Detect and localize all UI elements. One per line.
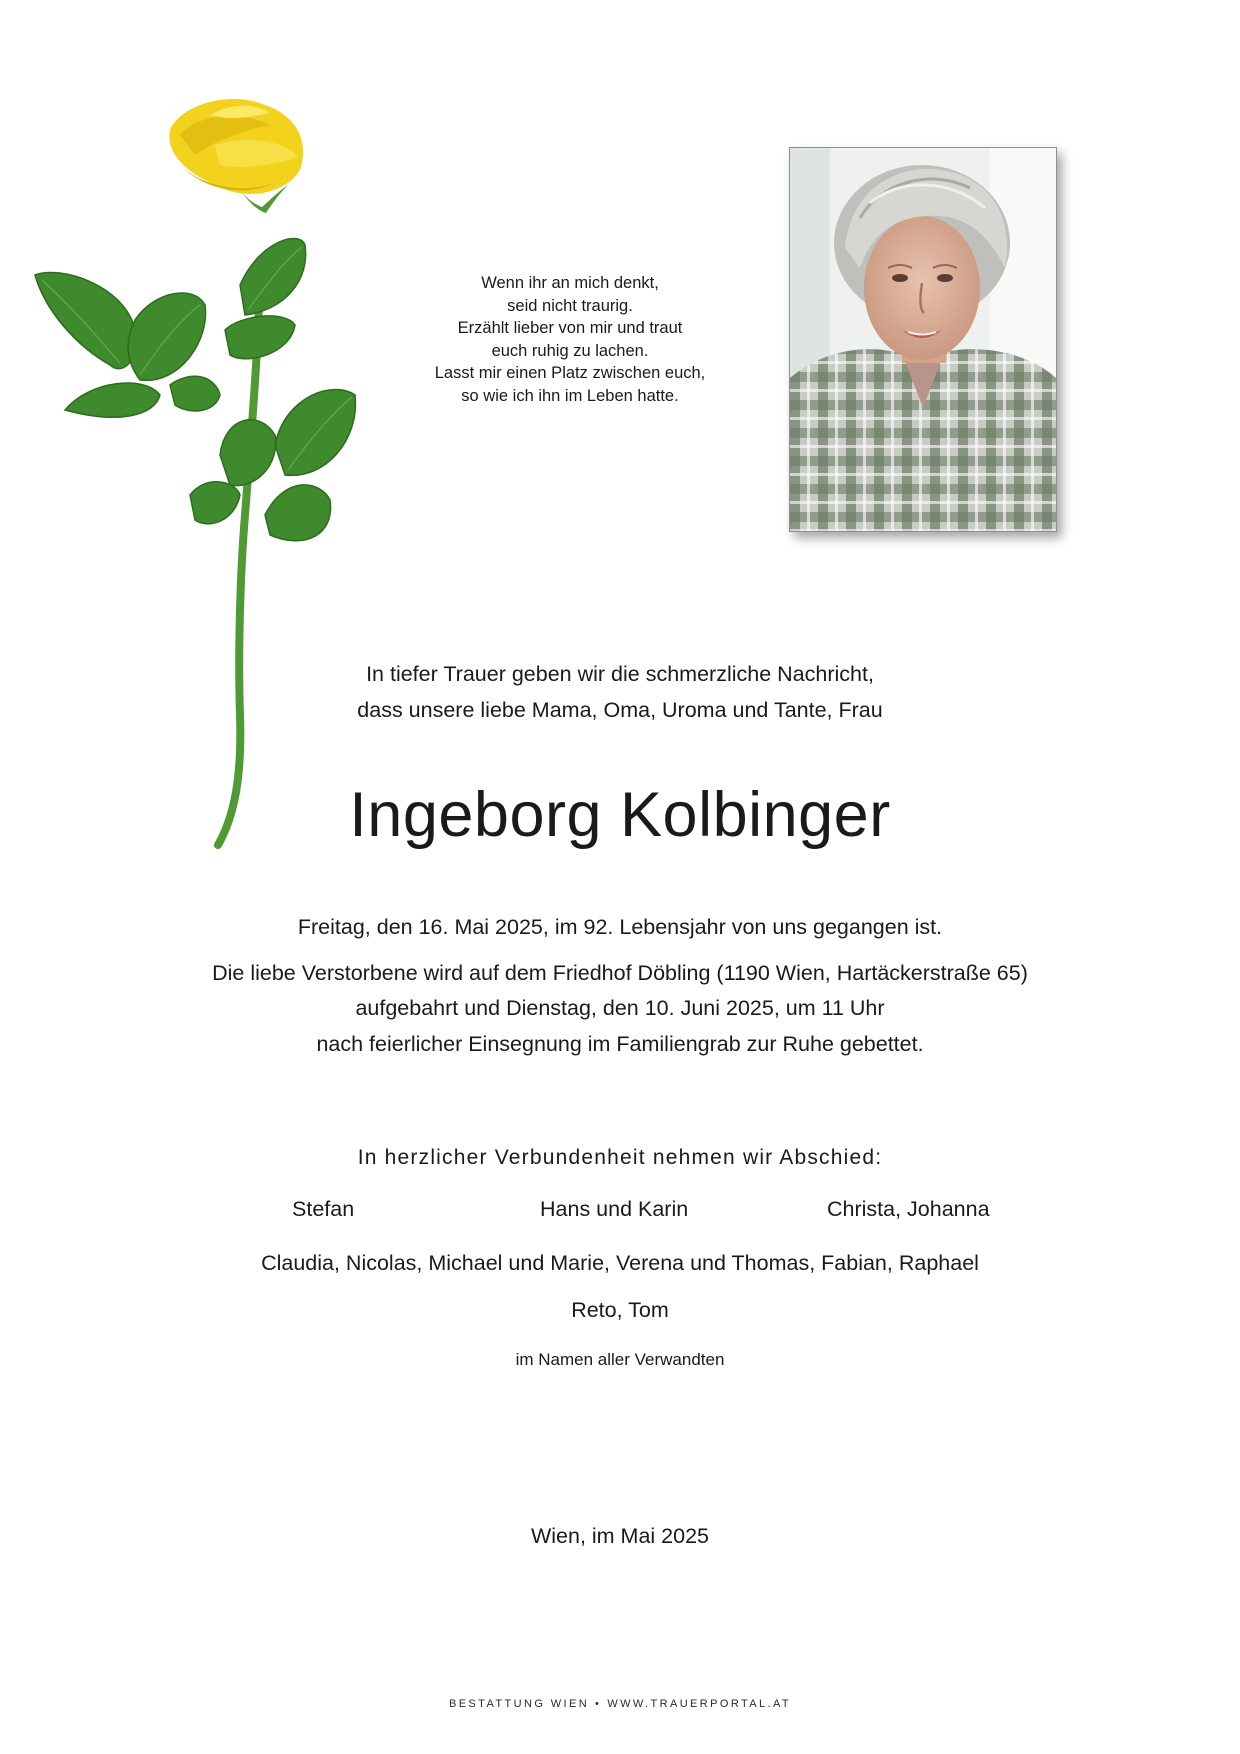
announcement-intro bbox=[220, 656, 1020, 728]
relatives-note: im Namen aller Verwandten bbox=[515, 1350, 725, 1369]
poem-line: seid nicht traurig. bbox=[507, 296, 633, 315]
funeral-details bbox=[120, 910, 1120, 1062]
poem-line: euch ruhig zu lachen. bbox=[491, 341, 649, 360]
burial-line: Die liebe Verstorbene wird auf dem Friedhof Döbling (1190 Wien, Hartäckerstraße 65) bbox=[212, 960, 1028, 985]
footer-company: BESTATTUNG WIEN bbox=[448, 1698, 590, 1710]
poem-line: so wie ich ihn im Leben hatte. bbox=[461, 386, 679, 405]
intro-line: In tiefer Trauer geben wir die schmerzliche Nachricht, bbox=[366, 662, 874, 686]
footer-website: WWW.TRAUERPORTAL.AT bbox=[607, 1698, 792, 1710]
yellow-rose-image bbox=[30, 95, 410, 865]
portrait-photo bbox=[789, 147, 1057, 532]
footer bbox=[120, 1696, 1120, 1712]
burial-line: aufgebahrt und Dienstag, den 10. Juni 2025, um 11 Uhr bbox=[355, 996, 885, 1020]
mourner-name: Stefan bbox=[292, 1197, 355, 1221]
death-date-line: Freitag, den 16. Mai 2025, im 92. Lebensjahr von uns gegangen ist. bbox=[297, 915, 943, 939]
poem-line: Lasst mir einen Platz zwischen euch, bbox=[434, 364, 706, 382]
footer-separator: • bbox=[595, 1698, 602, 1710]
memorial-poem bbox=[390, 272, 750, 407]
mourners-row: Reto, Tom bbox=[571, 1298, 669, 1322]
poem-line: Erzählt lieber von mir und traut bbox=[457, 319, 683, 337]
mourners-row: Claudia, Nicolas, Michael und Marie, Verena und Thomas, Fabian, Raphael bbox=[261, 1251, 979, 1275]
poem-line: Wenn ihr an mich denkt, bbox=[481, 274, 659, 292]
mourners-row bbox=[240, 1197, 1030, 1233]
place-date: Wien, im Mai 2025 bbox=[530, 1524, 710, 1548]
mourner-name: Christa, Johanna bbox=[827, 1197, 990, 1221]
mourner-name: Hans und Karin bbox=[540, 1197, 689, 1221]
intro-line: dass unsere liebe Mama, Oma, Uroma und Tante, Frau bbox=[357, 698, 883, 722]
farewell-heading: In herzlicher Verbundenheit nehmen wir Abschied: bbox=[357, 1146, 883, 1169]
burial-line: nach feierlicher Einsegnung im Familiengrab zur Ruhe gebettet. bbox=[316, 1031, 924, 1056]
deceased-name: Ingeborg Kolbinger bbox=[349, 780, 891, 850]
